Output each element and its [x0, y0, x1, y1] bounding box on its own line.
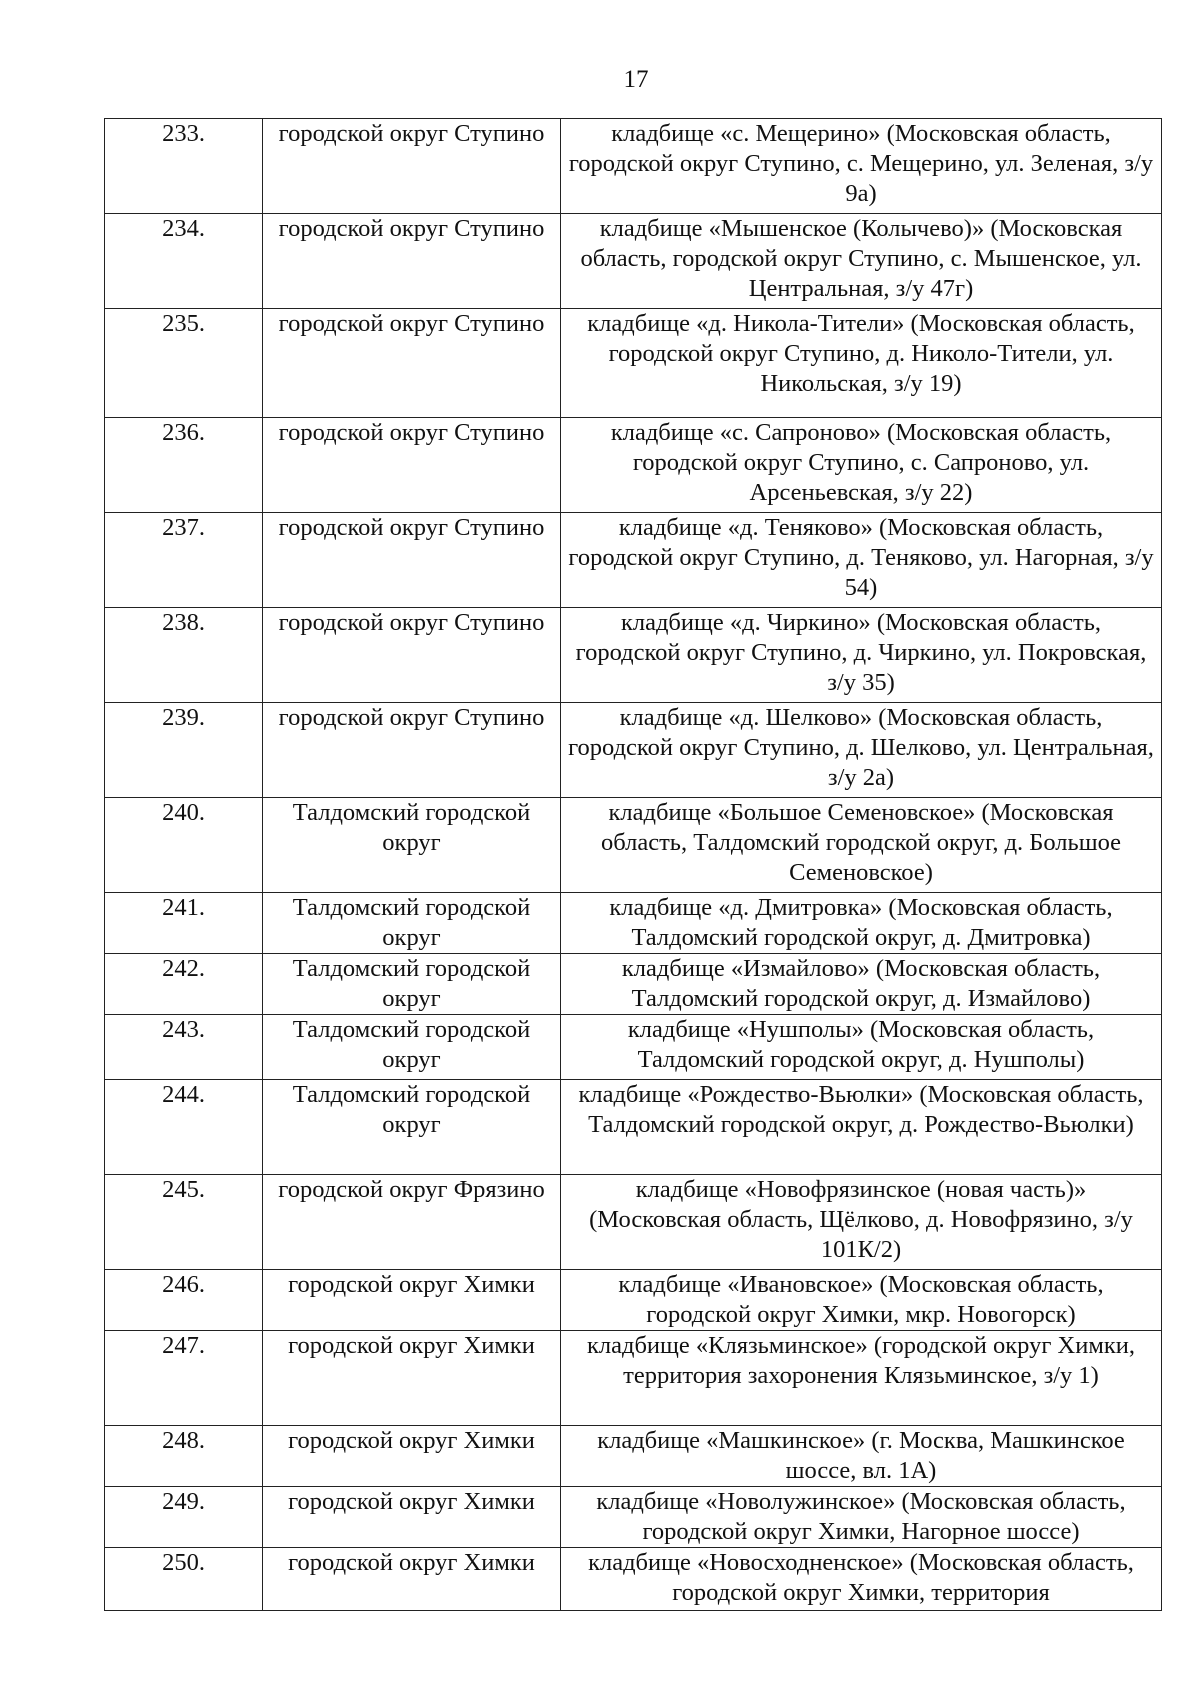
table-row [105, 214, 1162, 309]
row-description: кладбище «Измайлово» (Московская область, Талдомский городской округ, д. Измайлово) [561, 954, 1162, 1015]
row-description: кладбище «с. Сапроново» (Московская область, городской округ Ступино, с. Сапроново, ул. Арсеньевская, з/у 22) [561, 418, 1162, 513]
row-number: 236. [105, 418, 263, 513]
table-row [105, 608, 1162, 703]
row-district: городской округ Химки [263, 1331, 561, 1426]
row-number: 233. [105, 119, 263, 214]
row-description: кладбище «Рождество-Вьюлки» (Московская область, Талдомский городской округ, д. Рождество-Вьюлки) [561, 1080, 1162, 1175]
row-description: кладбище «Мышенское (Колычево)» (Московская область, городской округ Ступино, с. Мышенское, ул. Центральная, з/у 47г) [561, 214, 1162, 309]
row-description: кладбище «Клязьминское» (городской округ Химки, территория захоронения Клязьминское, з/у 1) [561, 1331, 1162, 1426]
row-description: кладбище «д. Шелково» (Московская область, городской округ Ступино, д. Шелково, ул. Центральная, з/у 2а) [561, 703, 1162, 798]
row-district: Талдомский городской округ [263, 1015, 561, 1080]
row-district: городской округ Химки [263, 1426, 561, 1487]
row-number: 242. [105, 954, 263, 1015]
table-row [105, 893, 1162, 954]
table-row [105, 1175, 1162, 1270]
table-row [105, 1015, 1162, 1080]
row-district: Талдомский городской округ [263, 1080, 561, 1175]
row-number: 237. [105, 513, 263, 608]
row-description: кладбище «Новосходненское» (Московская область, городской округ Химки, территория [561, 1548, 1162, 1611]
table-row [105, 1331, 1162, 1426]
row-district: Талдомский городской округ [263, 893, 561, 954]
row-number: 234. [105, 214, 263, 309]
table-row [105, 309, 1162, 418]
row-description: кладбище «Машкинское» (г. Москва, Машкинское шоссе, вл. 1А) [561, 1426, 1162, 1487]
row-district: городской округ Ступино [263, 513, 561, 608]
row-description: кладбище «д. Никола-Тители» (Московская область, городской округ Ступино, д. Николо-Тители, ул. Никольская, з/у 19) [561, 309, 1162, 418]
row-number: 249. [105, 1487, 263, 1548]
row-description: кладбище «д. Дмитровка» (Московская область, Талдомский городской округ, д. Дмитровка) [561, 893, 1162, 954]
table-row [105, 798, 1162, 893]
row-number: 244. [105, 1080, 263, 1175]
table-row [105, 1270, 1162, 1331]
table-row [105, 1548, 1162, 1611]
row-description: кладбище «Новофрязинское (новая часть)» (Московская область, Щёлково, д. Новофрязино, з/у 101К/2) [561, 1175, 1162, 1270]
table-row [105, 513, 1162, 608]
row-description: кладбище «с. Мещерино» (Московская область, городской округ Ступино, с. Мещерино, ул. Зеленая, з/у 9а) [561, 119, 1162, 214]
row-number: 243. [105, 1015, 263, 1080]
row-number: 235. [105, 309, 263, 418]
table-row [105, 1080, 1162, 1175]
row-description: кладбище «д. Чиркино» (Московская область, городской округ Ступино, д. Чиркино, ул. Покровская, з/у 35) [561, 608, 1162, 703]
row-district: городской округ Ступино [263, 309, 561, 418]
row-district: Талдомский городской округ [263, 798, 561, 893]
row-district: городской округ Химки [263, 1270, 561, 1331]
row-number: 245. [105, 1175, 263, 1270]
row-district: городской округ Химки [263, 1548, 561, 1611]
row-number: 239. [105, 703, 263, 798]
table-row [105, 418, 1162, 513]
table-row [105, 703, 1162, 798]
row-description: кладбище «Новолужинское» (Московская область, городской округ Химки, Нагорное шоссе) [561, 1487, 1162, 1548]
row-district: городской округ Фрязино [263, 1175, 561, 1270]
row-district: городской округ Ступино [263, 119, 561, 214]
table-row [105, 1487, 1162, 1548]
page-number: 17 [623, 66, 649, 93]
row-district: городской округ Ступино [263, 214, 561, 309]
row-number: 246. [105, 1270, 263, 1331]
cemetery-registry-table [104, 118, 1162, 1611]
row-district: городской округ Химки [263, 1487, 561, 1548]
row-district: городской округ Ступино [263, 418, 561, 513]
row-district: Талдомский городской округ [263, 954, 561, 1015]
row-number: 238. [105, 608, 263, 703]
table-row [105, 1426, 1162, 1487]
row-description: кладбище «Большое Семеновское» (Московская область, Талдомский городской округ, д. Большое Семеновское) [561, 798, 1162, 893]
row-number: 250. [105, 1548, 263, 1611]
row-number: 240. [105, 798, 263, 893]
row-description: кладбище «Нушполы» (Московская область, Талдомский городской округ, д. Нушполы) [561, 1015, 1162, 1080]
row-description: кладбище «д. Теняково» (Московская область, городской округ Ступино, д. Теняково, ул. Нагорная, з/у 54) [561, 513, 1162, 608]
row-number: 247. [105, 1331, 263, 1426]
row-district: городской округ Ступино [263, 703, 561, 798]
row-number: 241. [105, 893, 263, 954]
row-number: 248. [105, 1426, 263, 1487]
row-district: городской округ Ступино [263, 608, 561, 703]
table-row [105, 119, 1162, 214]
row-description: кладбище «Ивановское» (Московская область, городской округ Химки, мкр. Новогорск) [561, 1270, 1162, 1331]
table-row [105, 954, 1162, 1015]
